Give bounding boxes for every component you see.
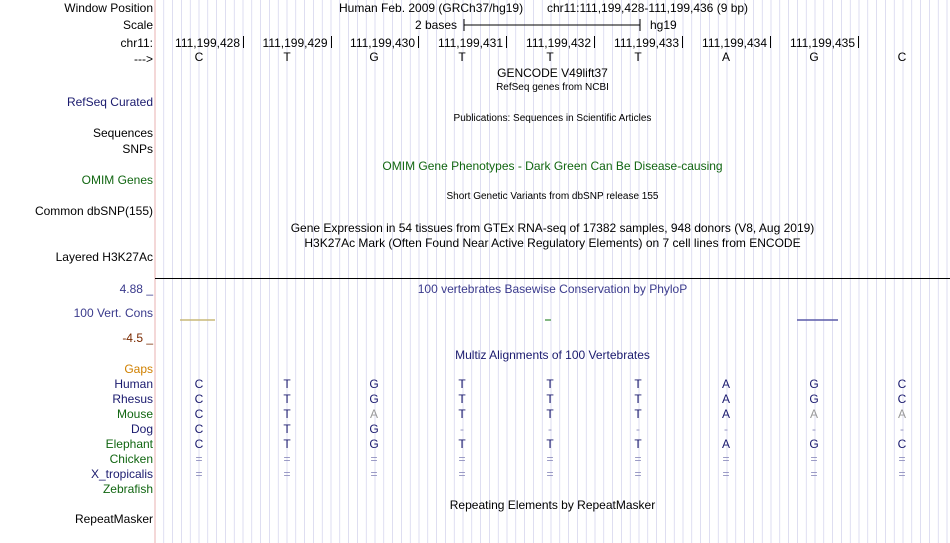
alignment-base: T: [458, 377, 466, 391]
reference-base: G: [809, 50, 819, 64]
alignment-base: G: [369, 422, 379, 436]
alignment-base: A: [721, 377, 730, 391]
reference-base: C: [897, 50, 907, 64]
alignment-base: C: [897, 437, 907, 451]
gaps-label: Gaps: [124, 362, 153, 376]
coordinate-tick-label: 111,199,435: [790, 36, 855, 50]
alignment-base: A: [369, 407, 378, 421]
refseq-track-label[interactable]: RefSeq Curated: [66, 95, 153, 109]
alignment-base: T: [634, 392, 642, 406]
reference-base: T: [283, 50, 291, 64]
h3k27ac-track-label[interactable]: Layered H3K27Ac: [55, 250, 153, 264]
sequences-track-label[interactable]: Sequences: [92, 126, 153, 140]
alignment-base: A: [897, 407, 906, 421]
alignment-base: =: [283, 467, 291, 481]
scale-text: 2 bases: [415, 18, 458, 32]
alignment-base: =: [898, 467, 906, 481]
alignment-base: T: [634, 377, 642, 391]
alignment-base: G: [809, 392, 819, 406]
alignment-base: =: [370, 452, 378, 466]
alignment-base: T: [546, 437, 554, 451]
alignment-base: -: [900, 422, 904, 436]
alignment-base: T: [283, 422, 291, 436]
coordinate-tick-label: 111,199,431: [438, 36, 503, 50]
alignment-base: =: [370, 467, 378, 481]
alignment-base: =: [283, 452, 291, 466]
alignment-base: A: [721, 437, 730, 451]
coordinate-tick-label: 111,199,432: [526, 36, 591, 50]
species-label-chicken[interactable]: Chicken: [109, 452, 153, 466]
alignment-base: -: [548, 422, 552, 436]
alignment-base: A: [721, 407, 730, 421]
dbsnp-track-title[interactable]: Short Genetic Variants from dbSNP release 155: [446, 191, 659, 202]
species-label-rhesus[interactable]: Rhesus: [112, 392, 153, 406]
alignment-base: G: [369, 377, 379, 391]
alignment-base: T: [458, 392, 466, 406]
phylop-min-label: -4.5 _: [122, 331, 153, 345]
coordinate-tick: [770, 36, 771, 48]
alignment-base: =: [458, 452, 466, 466]
chrom-label: chr11:: [120, 36, 153, 50]
phylop-track-title[interactable]: 100 vertebrates Basewise Conservation by PhyloP: [417, 282, 688, 296]
coordinate-tick: [506, 36, 507, 48]
dbsnp-track-label[interactable]: Common dbSNP(155): [34, 204, 153, 218]
reference-base: A: [721, 50, 730, 64]
alignment-base: -: [812, 422, 816, 436]
reference-base: T: [634, 50, 642, 64]
snps-track-label[interactable]: SNPs: [122, 142, 153, 156]
alignment-base: G: [369, 392, 379, 406]
alignment-base: =: [546, 452, 554, 466]
alignment-base: =: [634, 467, 642, 481]
alignment-base: =: [195, 452, 203, 466]
track-separator: [155, 278, 950, 279]
species-label-x_tropicalis[interactable]: X_tropicalis: [90, 467, 153, 481]
phylop-track-label[interactable]: 100 Vert. Cons: [73, 306, 153, 320]
coordinate-tick: [331, 36, 332, 48]
alignment-base: A: [809, 407, 818, 421]
multiz-track-title[interactable]: Multiz Alignments of 100 Vertebrates: [455, 348, 650, 362]
species-label-dog[interactable]: Dog: [130, 422, 153, 436]
coordinate-tick-label: 111,199,430: [350, 36, 415, 50]
alignment-base: C: [897, 377, 907, 391]
alignment-base: C: [897, 392, 907, 406]
alignment-base: =: [810, 467, 818, 481]
coordinate-tick-label: 111,199,429: [262, 36, 328, 50]
phylop-max-label: 4.88 _: [119, 282, 153, 296]
alignment-base: T: [283, 407, 291, 421]
alignment-base: G: [809, 377, 819, 391]
alignment-base: C: [194, 377, 204, 391]
coordinate-tick: [682, 36, 683, 48]
repeatmasker-track-label[interactable]: RepeatMasker: [74, 512, 153, 526]
alignment-base: =: [810, 452, 818, 466]
alignment-base: =: [458, 467, 466, 481]
coordinate-tick: [243, 36, 244, 48]
coordinate-tick: [594, 36, 595, 48]
strand-label: --->: [134, 52, 153, 66]
gtex-track-title[interactable]: Gene Expression in 54 tissues from GTEx RNA-seq of 17382 samples, 948 donors (V8, Aug 2019): [290, 221, 815, 235]
alignment-base: -: [460, 422, 464, 436]
position-text: chr11:111,199,428-111,199,436 (9 bp): [547, 1, 749, 15]
alignment-base: C: [194, 437, 204, 451]
refseq-track-subtitle[interactable]: RefSeq genes from NCBI: [496, 82, 609, 93]
phylop-signal: [155, 315, 950, 325]
alignment-base: =: [195, 467, 203, 481]
coordinate-tick: [858, 36, 859, 48]
alignment-base: C: [194, 422, 204, 436]
alignment-base: =: [546, 467, 554, 481]
species-label-human[interactable]: Human: [114, 377, 153, 391]
alignment-base: T: [546, 392, 554, 406]
alignment-base: =: [722, 467, 730, 481]
alignment-base: =: [722, 452, 730, 466]
alignment-base: C: [194, 392, 204, 406]
alignment-base: =: [898, 452, 906, 466]
reference-base: T: [458, 50, 466, 64]
species-label-mouse[interactable]: Mouse: [116, 407, 153, 421]
alignment-base: =: [634, 452, 642, 466]
reference-base: T: [546, 50, 554, 64]
alignment-base: C: [194, 407, 204, 421]
scale-db: hg19: [650, 18, 677, 32]
reference-base: G: [369, 50, 379, 64]
h3k27ac-track-title[interactable]: H3K27Ac Mark (Often Found Near Active Regulatory Elements) on 7 cell lines from ENCODE: [304, 236, 801, 250]
window-position-label: Window Position: [64, 1, 153, 15]
gencode-track-title[interactable]: GENCODE V49lift37: [497, 66, 608, 80]
alignment-base: T: [546, 377, 554, 391]
alignment-base: T: [283, 392, 291, 406]
omim-track-label[interactable]: OMIM Genes: [81, 173, 153, 187]
reference-base: C: [194, 50, 204, 64]
alignment-base: T: [458, 407, 466, 421]
omim-track-title[interactable]: OMIM Gene Phenotypes - Dark Green Can Be Disease-causing: [382, 159, 723, 173]
assembly-text: Human Feb. 2009 (GRCh37/hg19): [339, 1, 524, 15]
alignment-base: T: [458, 437, 466, 451]
publications-track-title[interactable]: Publications: Sequences in Scientific Articles: [453, 113, 652, 124]
coordinate-tick-label: 111,199,434: [702, 36, 767, 50]
coordinate-tick-label: 111,199,433: [614, 36, 679, 50]
alignment-base: T: [283, 377, 291, 391]
alignment-base: T: [283, 437, 291, 451]
alignment-base: T: [634, 407, 642, 421]
alignment-base: G: [369, 437, 379, 451]
species-label-elephant[interactable]: Elephant: [105, 437, 153, 451]
repeatmasker-track-title[interactable]: Repeating Elements by RepeatMasker: [449, 498, 656, 512]
coordinate-tick-label: 111,199,428: [175, 36, 240, 50]
alignment-base: -: [636, 422, 640, 436]
species-label-zebrafish[interactable]: Zebrafish: [102, 482, 153, 496]
alignment-base: A: [721, 392, 730, 406]
scale-label: Scale: [122, 18, 153, 32]
alignment-base: T: [546, 407, 554, 421]
alignment-base: -: [724, 422, 728, 436]
scale-bar: [462, 17, 642, 33]
alignment-base: T: [634, 437, 642, 451]
coordinate-tick: [418, 36, 419, 48]
alignment-base: G: [809, 437, 819, 451]
